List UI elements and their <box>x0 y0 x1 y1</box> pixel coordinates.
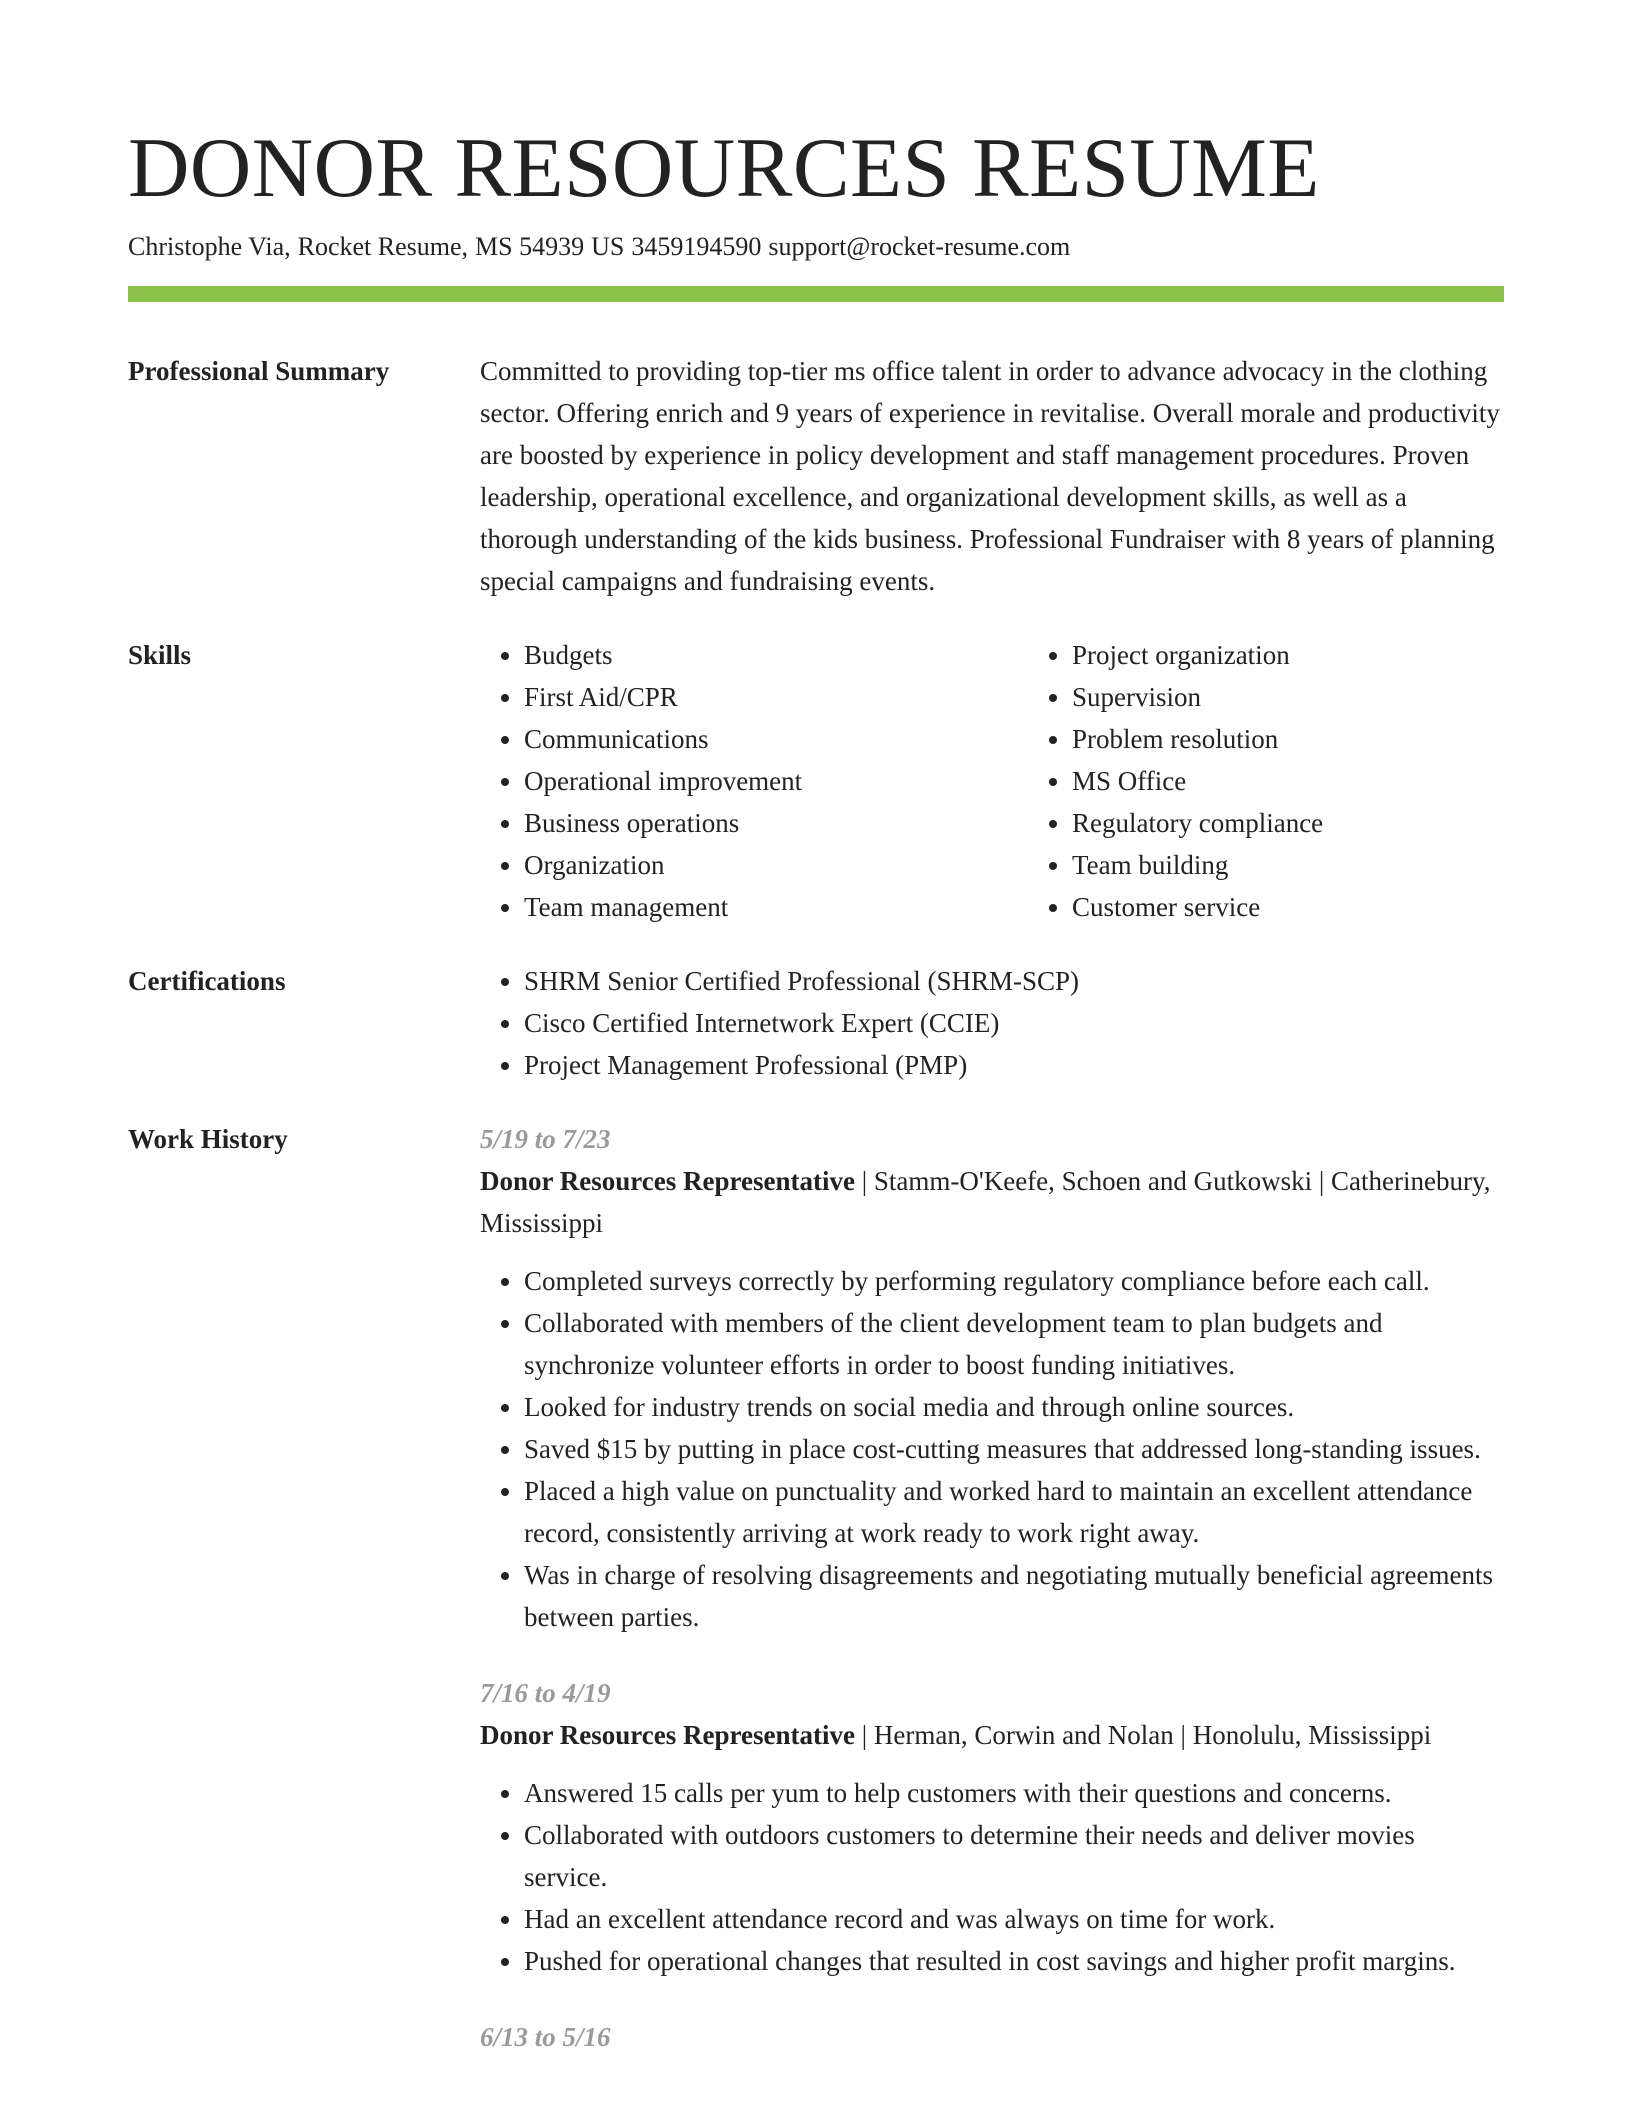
list-item: • MS Office <box>1072 760 1576 802</box>
section-label: Work History <box>128 1124 288 1154</box>
summary-section <box>128 350 1504 602</box>
work-history-section <box>128 1118 1504 2058</box>
contact-country: US <box>591 232 625 261</box>
list-item: • Looked for industry trends on social media and through online sources. <box>524 1386 1504 1428</box>
job-title: Donor Resources Representative <box>480 1720 855 1750</box>
list-item: • Project Management Professional (PMP) <box>524 1044 1504 1086</box>
list-item: • Operational improvement <box>524 760 1028 802</box>
list-item: • Communications <box>524 718 1028 760</box>
work-history-body <box>480 1118 1504 2058</box>
job-dates: 6/13 to 5/16 <box>480 2022 611 2052</box>
contact-name: Christophe Via, <box>128 232 291 261</box>
list-item: • Project organization <box>1072 634 1576 676</box>
job-entry <box>480 2016 1504 2058</box>
job-dates: 7/16 to 4/19 <box>480 1678 611 1708</box>
list-item: • Organization <box>524 844 1028 886</box>
list-item: • Saved $15 by putting in place cost-cutting measures that addressed long-standing issues. <box>524 1428 1504 1470</box>
list-item: • Collaborated with members of the client development team to plan budgets and synchronize volunteer efforts in order to boost funding initiatives. <box>524 1302 1504 1386</box>
section-label: Certifications <box>128 966 286 996</box>
contact-email[interactable]: support@rocket-resume.com <box>768 232 1071 261</box>
list-item: • Pushed for operational changes that resulted in cost savings and higher profit margins. <box>524 1940 1504 1982</box>
summary-text: Committed to providing top-tier ms office talent in order to advance advocacy in the clothing sector. Offering enrich and 9 years of experience in revitalise. Overall morale and productivity are boosted by experience in policy development and staff management procedures. Proven leadership, operational excellence, and organizational development skills, as well as a thorough understanding of the kids business. Professional Fundraiser with 8 years of planning special campaigns and fundraising events. <box>480 356 1500 596</box>
job-entry <box>480 1118 1504 1638</box>
contact-line <box>128 230 1504 264</box>
list-item: • Completed surveys correctly by performing regulatory compliance before each call. <box>524 1260 1504 1302</box>
list-item: • Answered 15 calls per yum to help customers with their questions and concerns. <box>524 1772 1504 1814</box>
summary-body <box>480 350 1504 602</box>
job-duties-list <box>480 1772 1504 1982</box>
job-title: Donor Resources Representative <box>480 1166 855 1196</box>
job-entry <box>480 1672 1504 1982</box>
list-item: • First Aid/CPR <box>524 676 1028 718</box>
list-item: • Collaborated with outdoors customers to determine their needs and deliver movies service. <box>524 1814 1504 1898</box>
list-item: • Team building <box>1072 844 1576 886</box>
certifications-body <box>480 960 1504 1086</box>
list-item: • Cisco Certified Internetwork Expert (CCIE) <box>524 1002 1504 1044</box>
accent-divider <box>128 286 1504 302</box>
list-item: • Had an excellent attendance record and was always on time for work. <box>524 1898 1504 1940</box>
certifications-section <box>128 960 1504 1086</box>
list-item: • Business operations <box>524 802 1028 844</box>
job-details: | Stamm-O'Keefe, Schoen and Gutkowski | Catherinebury, Mississippi <box>480 1166 1491 1238</box>
job-details: | Herman, Corwin and Nolan | Honolulu, Mississippi <box>854 1720 1432 1750</box>
job-header <box>480 1714 1504 1756</box>
skills-section <box>128 634 1504 928</box>
job-header <box>480 1160 1504 1244</box>
section-label: Skills <box>128 640 192 670</box>
list-item: • SHRM Senior Certified Professional (SHRM-SCP) <box>524 960 1504 1002</box>
list-item: • Budgets <box>524 634 1028 676</box>
list-item: • Was in charge of resolving disagreements and negotiating mutually beneficial agreements between parties. <box>524 1554 1504 1638</box>
skills-list-left <box>480 634 1028 928</box>
list-item: • Supervision <box>1072 676 1576 718</box>
job-dates: 5/19 to 7/23 <box>480 1124 611 1154</box>
contact-state-zip: MS 54939 <box>475 232 585 261</box>
skills-list-right <box>1028 634 1576 928</box>
section-label: Professional Summary <box>128 356 390 386</box>
job-duties-list <box>480 1260 1504 1638</box>
skills-grid <box>480 634 1576 928</box>
certifications-list <box>480 960 1504 1086</box>
resume-title: DONOR RESOURCES RESUME <box>128 121 1320 215</box>
resume-page <box>128 118 1504 2058</box>
list-item: • Regulatory compliance <box>1072 802 1576 844</box>
list-item: • Placed a high value on punctuality and worked hard to maintain an excellent attendance record, consistently arriving at work ready to work right away. <box>524 1470 1504 1554</box>
list-item: • Team management <box>524 886 1028 928</box>
contact-city: Rocket Resume, <box>297 232 469 261</box>
list-item: • Customer service <box>1072 886 1576 928</box>
contact-phone: 3459194590 <box>631 232 762 261</box>
list-item: • Problem resolution <box>1072 718 1576 760</box>
